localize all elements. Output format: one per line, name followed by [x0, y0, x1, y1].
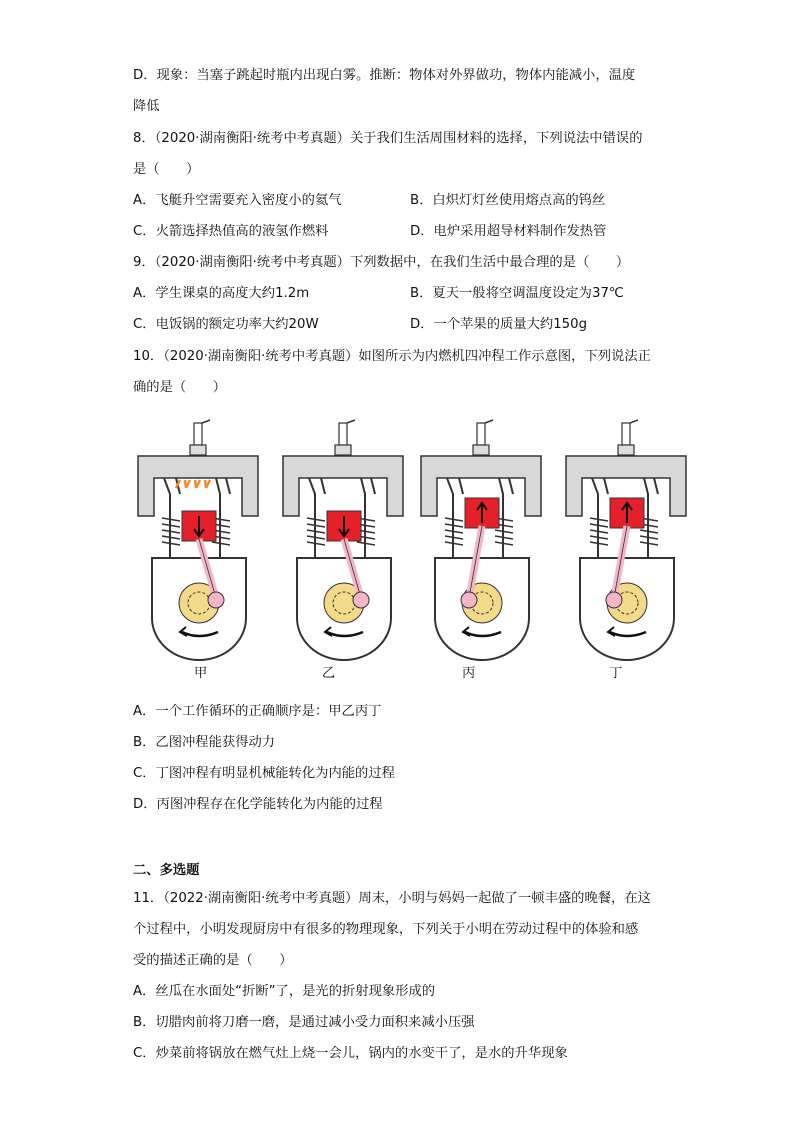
- option-9a: A．学生课桌的高度大约1.2m: [133, 286, 310, 301]
- question-8: 8．（2020·湖南衡阳·统考中考真题）关于我们生活周围材料的选择，下列说法中错误的: [133, 131, 643, 146]
- option-9b: B．夏天一般将空调温度设定为37℃: [410, 286, 624, 301]
- figure-label-jia: 甲: [194, 666, 208, 681]
- option-8a: A．飞艇升空需要充入密度小的氦气: [133, 193, 342, 208]
- text-line: 个过程中，小明发现厨房中有很多的物理现象，下列关于小明在劳动过程中的体验和感: [133, 922, 639, 937]
- text-line: 受的描述正确的是（ ）: [133, 953, 293, 968]
- engine-diagram: [283, 420, 403, 660]
- figure-label-ding: 丁: [609, 666, 623, 681]
- option-9c: C．电饭锅的额定功率大约20W: [133, 317, 319, 332]
- text-line: 是（ ）: [133, 162, 200, 177]
- section-heading: 二、多选题: [133, 863, 200, 878]
- question-9: 9．（2020·湖南衡阳·统考中考真题）下列数据中，在我们生活中最合理的是（ ）: [133, 255, 630, 270]
- option-10a: A．一个工作循环的正确顺序是：甲乙丙丁: [133, 704, 382, 719]
- text-line: D．现象：当塞子跳起时瓶内出现白雾。推断：物体对外界做功，物体内能减小，温度: [133, 68, 636, 83]
- text-line: 降低: [133, 99, 160, 114]
- text-line: 确的是（ ）: [133, 380, 227, 395]
- option-8c: C．火箭选择热值高的液氢作燃料: [133, 224, 329, 239]
- option-9d: D．一个苹果的质量大约150g: [410, 317, 588, 332]
- option-11c: C．炒菜前将锅放在燃气灶上烧一会儿，锅内的水变干了，是水的升华现象: [133, 1046, 568, 1061]
- figure-label-bing: 丙: [462, 666, 476, 681]
- option-8b: B．白炽灯灯丝使用熔点高的钨丝: [410, 193, 606, 208]
- question-11: 11．（2022·湖南衡阳·统考中考真题）周末，小明与妈妈一起做了一顿丰盛的晚餐，在这: [133, 891, 651, 906]
- question-10: 10．（2020·湖南衡阳·统考中考真题）如图所示为内燃机四冲程工作示意图，下列说法正: [133, 349, 651, 364]
- engine-diagram: [566, 420, 686, 660]
- option-10c: C．丁图冲程有明显机械能转化为内能的过程: [133, 766, 395, 781]
- figure-label-yi: 乙: [322, 666, 336, 681]
- engine-four-stroke-figure: [130, 418, 690, 688]
- option-11b: B．切腊肉前将刀磨一磨，是通过减小受力面积来减小压强: [133, 1015, 475, 1030]
- option-10b: B．乙图冲程能获得动力: [133, 735, 276, 750]
- option-8d: D．电炉采用超导材料制作发热管: [410, 224, 607, 239]
- option-10d: D．丙图冲程存在化学能转化为内能的过程: [133, 797, 383, 812]
- option-11a: A．丝瓜在水面处“折断”了，是光的折射现象形成的: [133, 984, 436, 999]
- engine-diagram: [138, 420, 258, 660]
- engine-diagram: [421, 420, 541, 660]
